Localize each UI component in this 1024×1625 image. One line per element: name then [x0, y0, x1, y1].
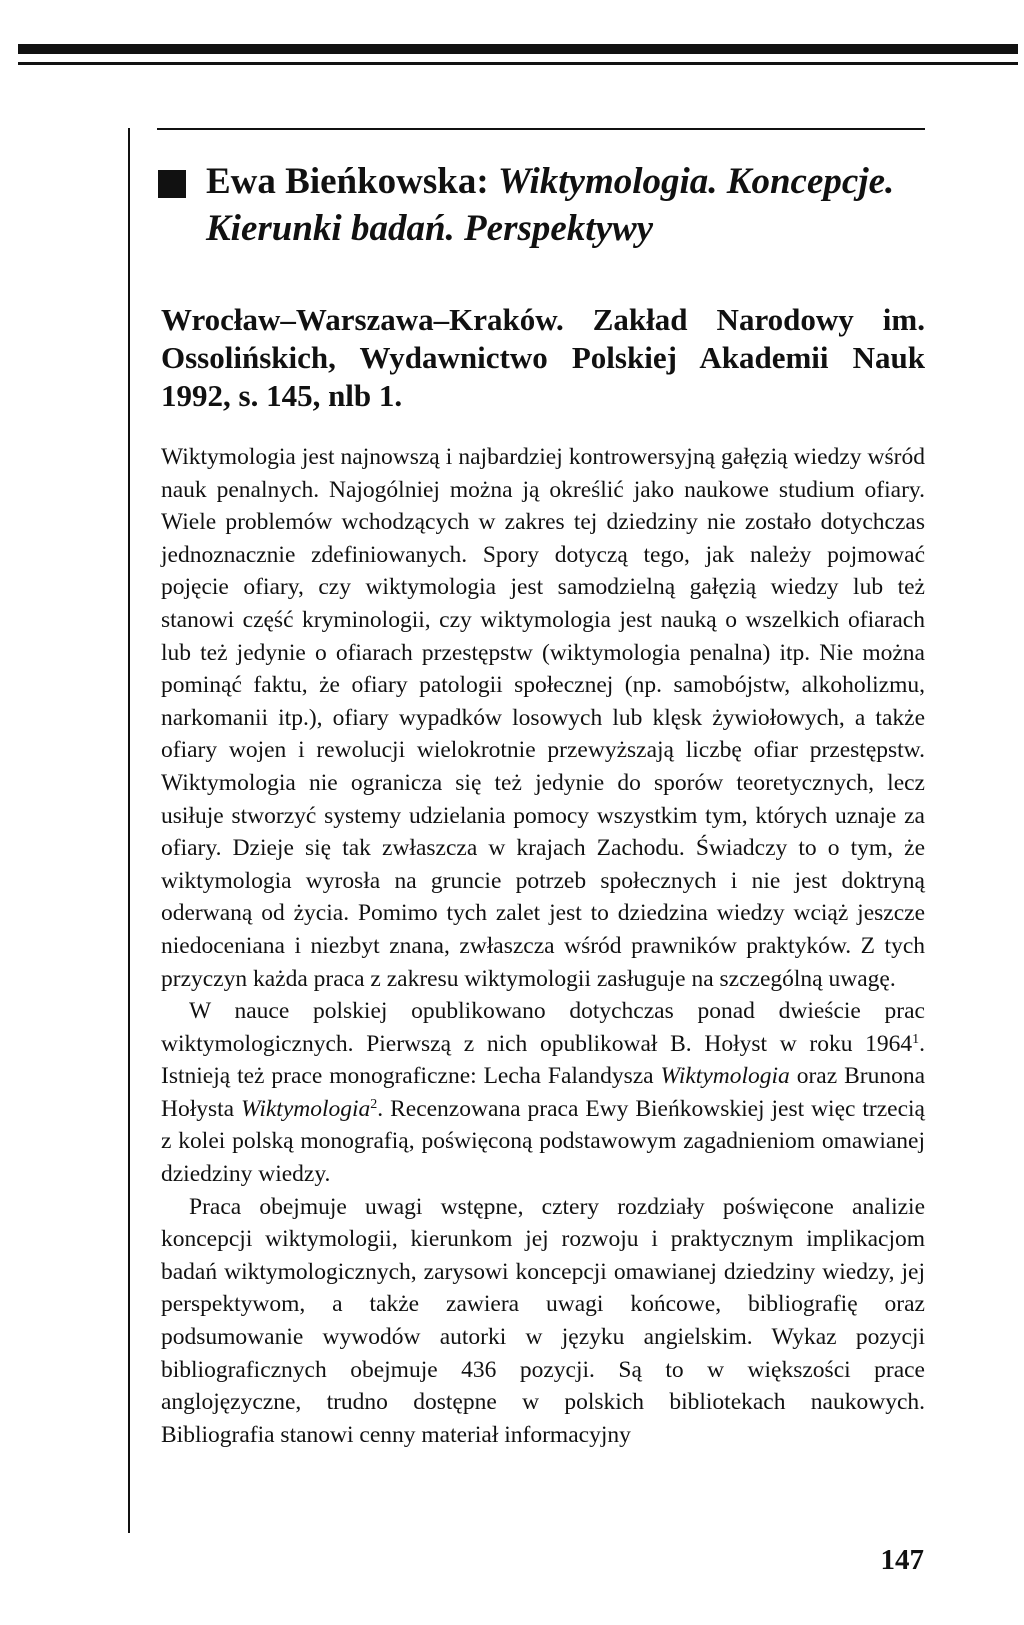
left-margin-line	[128, 128, 130, 1533]
publication-info: Wrocław–Warszawa–Kraków. Zakład Narodowy im. Ossolińskich, Wydawnictwo Polskiej Akademii Nauk 1992, s. 145, nlb 1.	[161, 302, 925, 413]
p2-text-b: . Istnieją też prace monograficzne: Lecha Falandysza	[161, 1030, 925, 1090]
review-title	[206, 158, 926, 252]
review-body	[161, 441, 925, 1451]
top-rule-thin	[18, 62, 1018, 65]
page-number: 147	[880, 1544, 924, 1576]
title-work: Wiktymologia. Koncepcje. Kierunki badań. Perspektywy	[206, 161, 895, 249]
title-author: Ewa Bieńkowska:	[206, 161, 489, 202]
p2-italic-2: Wiktymologia	[241, 1095, 371, 1122]
p2-italic-1: Wiktymologia	[660, 1063, 790, 1090]
top-rule-thick	[18, 44, 1018, 54]
footnote-ref-1: 1	[912, 1031, 920, 1047]
paragraph-2	[161, 995, 925, 1191]
paragraph-1: Wiktymologia jest najnowszą i najbardziej kontrowersyjną gałęzią wiedzy wśród nauk penalnych. Najogólniej można ją określić jako naukowe studium ofiary. Wiele problemów wchodzących w zakres tej dziedziny nie zostało dotychczas jednoznacznie zdefiniowanych. Spory dotyczą tego, jak należy pojmować pojęcie ofiary, czy wiktymologia jest samodzielną gałęzią wiedzy lub też stanowi część kryminologii, czy wiktymologia jest nauką o wszelkich ofiarach lub też jedynie o ofiarach przestępstw (wiktymologia penalna) itp. Nie można pominąć faktu, że ofiary patologii społecznej (np. samobójstw, alkoholizmu, narkomanii itp.), ofiary wypadków losowych lub klęsk żywiołowych, a także ofiary wojen i rewolucji wielokrotnie przewyższają liczbę ofiar przestępstw. Wiktymologia nie ogranicza się też jedynie do sporów teoretycznych, lecz usiłuje stworzyć systemy udzielania pomocy wszystkim tym, których uznaje za ofiary. Dzieje się tak zwłaszcza w krajach Zachodu. Świadczy to o tym, że wiktymologia wyrosła na gruncie potrzeb społecznych i nie jest doktryną oderwaną od życia. Pomimo tych zalet jest to dziedzina wiedzy wciąż jeszcze niedoceniana i niezbyt znana, zwłaszcza wśród prawników praktyków. Z tych przyczyn każda praca z zakresu wiktymologii zasługuje na szczególną uwagę.	[161, 444, 925, 992]
p2-text-d: . Recenzowana praca Ewy Bieńkowskiej jest więc trzecią z kolei polską monografią, poświęconą podstawowym zagadnieniom omawianej dziedziny wiedzy.	[161, 1095, 925, 1188]
p2-text-c: oraz Brunona Hołysta	[161, 1063, 925, 1122]
paragraph-3: Praca obejmuje uwagi wstępne, cztery rozdziały poświęcone analizie koncepcji wiktymologii, kierunkom jej rozwoju i praktycznym implikacjom badań wiktymologicznych, zarysowi koncepcji omawianej dziedziny wiedzy, jej perspektywom, a także zawiera uwagi końcowe, bibliografię oraz podsumowanie wywodów autorki w języku angielskim. Wykaz pozycji bibliograficznych obejmuje 436 pozycji. Są to w większości prace anglojęzyczne, trudno dostępne w polskich bibliotekach naukowych. Bibliografia stanowi cenny materiał informacyjny	[161, 1193, 925, 1448]
footnote-ref-2: 2	[370, 1096, 378, 1112]
bullet-square-icon	[158, 170, 186, 198]
section-rule	[157, 128, 925, 130]
p2-text-a: W nauce polskiej opublikowano dotychczas ponad dwieście prac wiktymologicznych. Pierwszą z nich opublikował B. Hołyst w roku 1964	[161, 998, 925, 1057]
